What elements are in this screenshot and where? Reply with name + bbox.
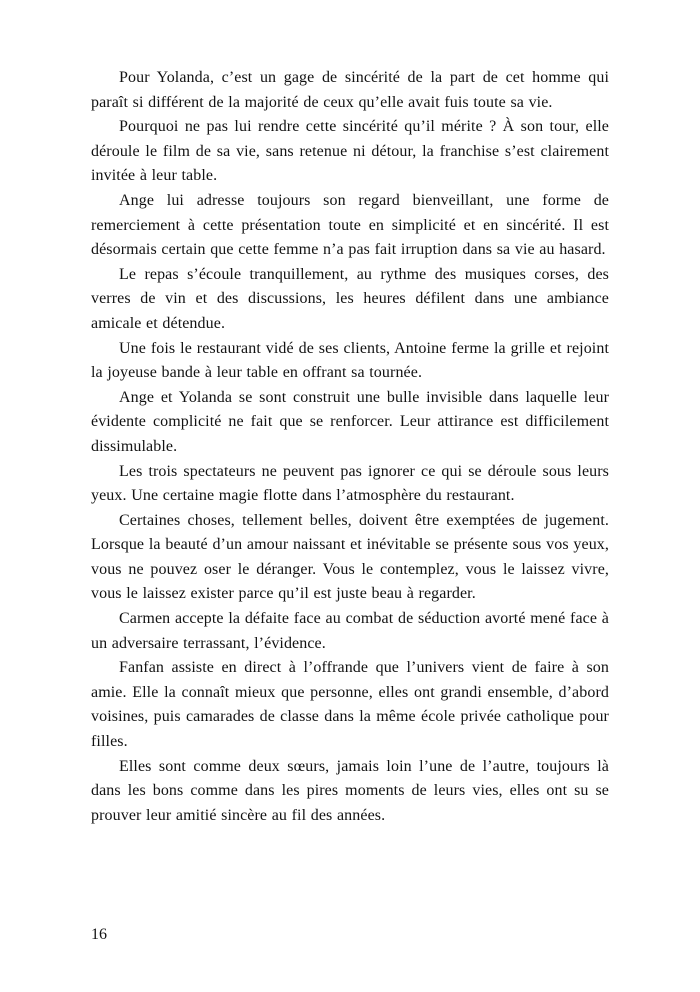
paragraph: Ange lui adresse toujours son regard bienveillant, une forme de remerciement à cette présentation toute en simplicité et en sincérité. Il est désormais certain que cette femme n’a pas fait irruption dans sa vie au hasard. bbox=[91, 191, 609, 259]
body-text bbox=[91, 66, 609, 828]
paragraph: Ange et Yolanda se sont construit une bulle invisible dans laquelle leur évidente complicité ne fait que se renforcer. Leur attirance est difficilement dissimulable. bbox=[91, 388, 609, 455]
paragraph: Certaines choses, tellement belles, doivent être exemptées de jugement. Lorsque la beauté d’un amour naissant et inévitable se présente sous vos yeux, vous ne pouvez oser le déranger. Vous le contemplez, vous le laissez vivre, vous le laissez exister parce qu’il est juste beau à regarder. bbox=[91, 511, 609, 603]
paragraph: Elles sont comme deux sœurs, jamais loin l’une de l’autre, toujours là dans les bons comme dans les pires moments de leurs vies, elles ont su se prouver leur amitié sincère au fil des années. bbox=[91, 757, 609, 824]
paragraph: Les trois spectateurs ne peuvent pas ignorer ce qui se déroule sous leurs yeux. Une certaine magie flotte dans l’atmosphère du restaurant. bbox=[91, 462, 609, 505]
paragraph: Carmen accepte la défaite face au combat de séduction avorté mené face à un adversaire terrassant, l’évidence. bbox=[91, 610, 609, 652]
paragraph: Pourquoi ne pas lui rendre cette sincérité qu’il mérite ? À son tour, elle déroule le film de sa vie, sans retenue ni détour, la franchise s’est clairement invitée à leur table. bbox=[91, 118, 609, 185]
paragraph: Pour Yolanda, c’est un gage de sincérité de la part de cet homme qui paraît si différent de la majorité de ceux qu’elle avait fuis toute sa vie. bbox=[91, 69, 609, 111]
paragraph: Le repas s’écoule tranquillement, au rythme des musiques corses, des verres de vin et des discussions, les heures défilent dans une ambiance amicale et détendue. bbox=[91, 265, 609, 332]
page-number: 16 bbox=[91, 926, 107, 943]
paragraph: Fanfan assiste en direct à l’offrande que l’univers vient de faire à son amie. Elle la connaît mieux que personne, elles ont grandi ensemble, d’abord voisines, puis camarades de classe dans la même école privée catholique pour filles. bbox=[91, 659, 609, 751]
paragraph: Une fois le restaurant vidé de ses clients, Antoine ferme la grille et rejoint la joyeuse bande à leur table en offrant sa tournée. bbox=[91, 339, 609, 382]
